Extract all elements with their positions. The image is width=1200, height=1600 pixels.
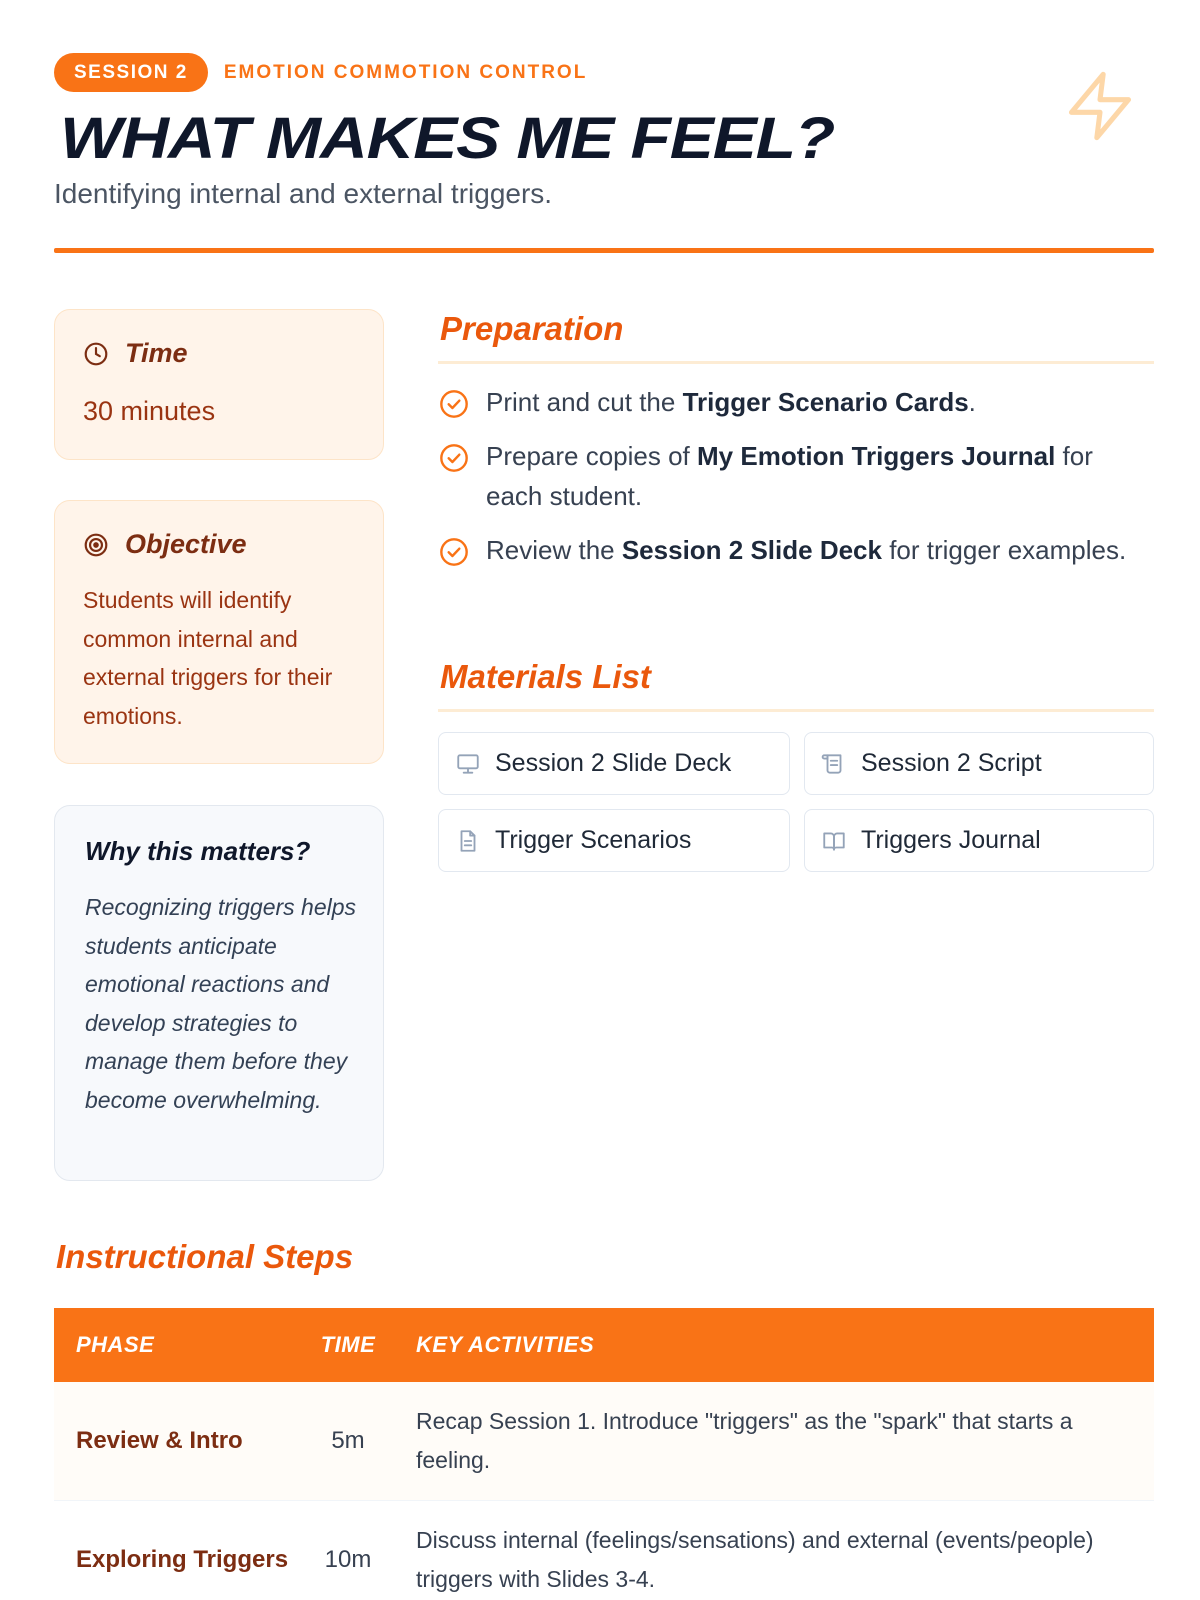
material-slide-deck[interactable] bbox=[438, 732, 790, 795]
objective-card-header bbox=[83, 529, 247, 560]
objective-card bbox=[54, 500, 384, 764]
steps-title: Instructional Steps bbox=[56, 1238, 354, 1275]
time-card-header bbox=[83, 338, 188, 369]
why-card bbox=[54, 805, 384, 1181]
materials-divider bbox=[438, 709, 1154, 712]
table-row bbox=[54, 1382, 1154, 1501]
target-icon bbox=[83, 532, 109, 558]
preparation-title: Preparation bbox=[440, 310, 624, 347]
time-value: 30 minutes bbox=[83, 396, 216, 426]
time-cell: 5m bbox=[331, 1427, 365, 1454]
monitor-icon bbox=[455, 751, 481, 777]
tag-row bbox=[54, 52, 1154, 93]
column-header-time: TIME bbox=[320, 1332, 376, 1357]
column-header-activities: KEY ACTIVITIES bbox=[416, 1332, 595, 1357]
list-item bbox=[438, 382, 1154, 423]
material-label: Triggers Journal bbox=[861, 826, 1041, 854]
steps-table bbox=[54, 1308, 1154, 1600]
page-subtitle: Identifying internal and external triggers. bbox=[54, 178, 553, 209]
materials-title: Materials List bbox=[440, 658, 651, 695]
list-item bbox=[438, 436, 1154, 517]
time-card-title: Time bbox=[125, 338, 188, 368]
page-header bbox=[54, 52, 1154, 252]
phase-cell: Review & Intro bbox=[76, 1427, 243, 1454]
check-circle-icon bbox=[438, 536, 470, 568]
book-open-icon bbox=[821, 828, 847, 854]
materials-grid bbox=[438, 732, 1154, 872]
column-header-phase: PHASE bbox=[76, 1332, 155, 1357]
why-card-text: Recognizing triggers helps students anticipate emotional reactions and develop strategies to manage them before they become overwhelming. bbox=[85, 894, 357, 1113]
document-icon bbox=[455, 828, 481, 854]
material-triggers-journal[interactable] bbox=[804, 809, 1154, 872]
preparation-list bbox=[438, 382, 1154, 583]
check-circle-icon bbox=[438, 388, 470, 420]
prep-item-text: Review the Session 2 Slide Deck for trigger examples. bbox=[486, 534, 1127, 565]
lesson-page bbox=[54, 0, 1154, 1600]
material-label: Session 2 Slide Deck bbox=[495, 749, 732, 777]
lightning-bolt-icon bbox=[1062, 66, 1138, 146]
session-badge: SESSION 2 bbox=[54, 53, 208, 92]
table-row bbox=[54, 1501, 1154, 1600]
header-divider bbox=[54, 248, 1154, 253]
material-trigger-scenarios[interactable] bbox=[438, 809, 790, 872]
objective-card-title: Objective bbox=[125, 529, 247, 559]
page-title: WHAT MAKES ME FEEL? bbox=[60, 106, 835, 171]
objective-text: Students will identify common internal and external triggers for their emotions. bbox=[83, 587, 333, 729]
scroll-icon bbox=[821, 751, 847, 777]
course-name: EMOTION COMMOTION CONTROL bbox=[223, 61, 588, 83]
prep-item-text: Prepare copies of My Emotion Triggers Journal for each student. bbox=[486, 440, 1093, 511]
phase-cell: Exploring Triggers bbox=[76, 1546, 289, 1573]
time-card bbox=[54, 309, 384, 460]
preparation-divider bbox=[438, 361, 1154, 364]
table-header bbox=[54, 1308, 1154, 1382]
list-item bbox=[438, 530, 1154, 571]
activities-cell: Recap Session 1. Introduce "triggers" as the "spark" that starts a feeling. bbox=[416, 1408, 1073, 1473]
material-label: Session 2 Script bbox=[861, 749, 1042, 777]
time-cell: 10m bbox=[324, 1546, 372, 1573]
material-script[interactable] bbox=[804, 732, 1154, 795]
material-label: Trigger Scenarios bbox=[495, 826, 692, 854]
activities-cell: Discuss internal (feelings/sensations) and external (events/people) triggers with Slides 3-4. bbox=[416, 1527, 1094, 1592]
clock-icon bbox=[83, 341, 109, 367]
why-card-title: Why this matters? bbox=[85, 836, 311, 866]
check-circle-icon bbox=[438, 442, 470, 474]
prep-item-text: Print and cut the Trigger Scenario Cards. bbox=[486, 387, 976, 417]
